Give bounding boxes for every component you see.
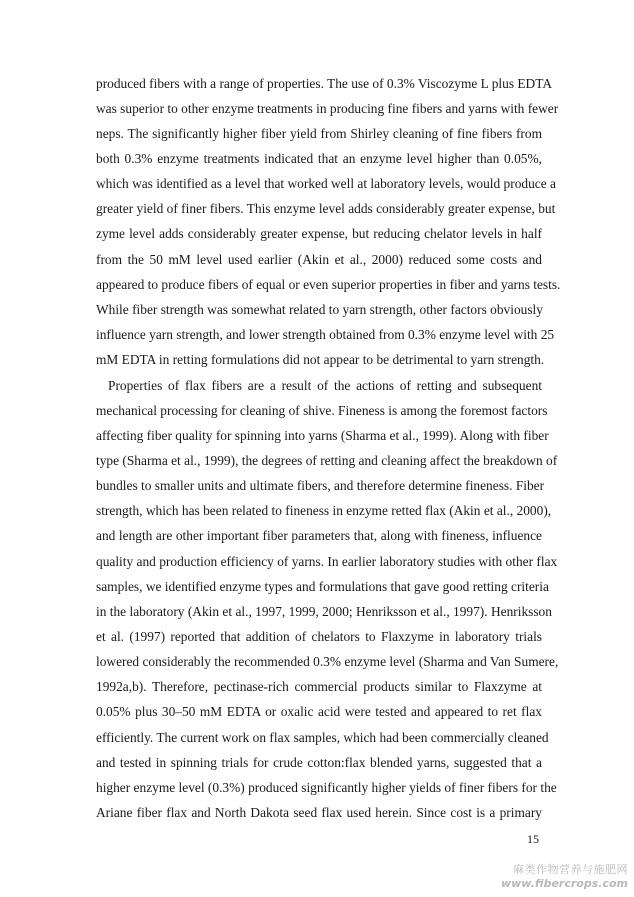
watermark-url: www.fibercrops.com (500, 877, 628, 890)
text-line: While fiber strength was somewhat related to yarn strength, other factors obviously (96, 302, 543, 317)
text-line: which was identified as a level that worked well at laboratory levels, would produce a (96, 176, 556, 191)
watermark-site-name: 麻类作物营养与施肥网 (513, 863, 628, 876)
text-line: mM EDTA in retting formulations did not appear to be detrimental to yarn strength. (96, 352, 545, 367)
text-line: efficiently. The current work on flax samples, which had been commercially cleaned (96, 730, 549, 745)
text-line: was superior to other enzyme treatments in producing fine fibers and yarns with fewer (96, 101, 559, 116)
text-line: appeared to produce fibers of equal or even superior properties in fiber and yarns tests. (96, 277, 561, 292)
text-line: both 0.3% enzyme treatments indicated that an enzyme level higher than 0.05%, (96, 151, 542, 166)
text-line: Properties of flax fibers are a result of the actions of retting and subsequent (108, 378, 542, 393)
text-line: 1992a,b). Therefore, pectinase-rich commercial products similar to Flaxzyme at (96, 679, 542, 694)
text-line: greater yield of finer fibers. This enzyme level adds considerably greater expense, but (96, 201, 556, 216)
text-line: and length are other important fiber parameters that, along with fineness, influence (96, 528, 542, 543)
text-line: produced fibers with a range of properties. The use of 0.3% Viscozyme L plus EDTA (96, 76, 553, 91)
page-number: 15 (527, 832, 539, 846)
text-line: higher enzyme level (0.3%) produced significantly higher yields of finer fibers for the (96, 780, 557, 795)
text-line: lowered considerably the recommended 0.3% enzyme level (Sharma and Van Sumere, (96, 654, 559, 669)
text-line: strength, which has been related to fineness in enzyme retted flax (Akin et al., 2000), (96, 503, 552, 518)
text-line: bundles to smaller units and ultimate fibers, and therefore determine fineness. Fiber (96, 478, 545, 493)
text-line: from the 50 mM level used earlier (Akin et al., 2000) reduced some costs and (96, 252, 542, 267)
text-line: quality and production efficiency of yarns. In earlier laboratory studies with other flax (96, 554, 558, 569)
text-line: zyme level adds considerably greater expense, but reducing chelator levels in half (96, 226, 542, 241)
text-line: type (Sharma et al., 1999), the degrees of retting and cleaning affect the breakdown of (96, 453, 558, 468)
text-line: in the laboratory (Akin et al., 1997, 1999, 2000; Henriksson et al., 1997). Henriksson (96, 604, 552, 619)
text-line: samples, we identified enzyme types and formulations that gave good retting criteria (96, 579, 549, 594)
text-line: influence yarn strength, and lower strength obtained from 0.3% enzyme level with 25 (96, 327, 555, 342)
watermark (501, 863, 628, 891)
text-line: neps. The significantly higher fiber yield from Shirley cleaning of fine fibers from (96, 126, 542, 141)
text-line: Ariane fiber flax and North Dakota seed flax used herein. Since cost is a primary (96, 805, 542, 820)
text-line: and tested in spinning trials for crude cotton:flax blended yarns, suggested that a (96, 755, 542, 770)
text-line: affecting fiber quality for spinning into yarns (Sharma et al., 1999). Along with fiber (96, 428, 549, 443)
text-line: 0.05% plus 30–50 mM EDTA or oxalic acid were tested and appeared to ret flax (96, 704, 542, 719)
text-line: et al. (1997) reported that addition of chelators to Flaxzyme in laboratory trials (96, 629, 542, 644)
text-line: mechanical processing for cleaning of shive. Fineness is among the foremost factors (96, 403, 548, 418)
